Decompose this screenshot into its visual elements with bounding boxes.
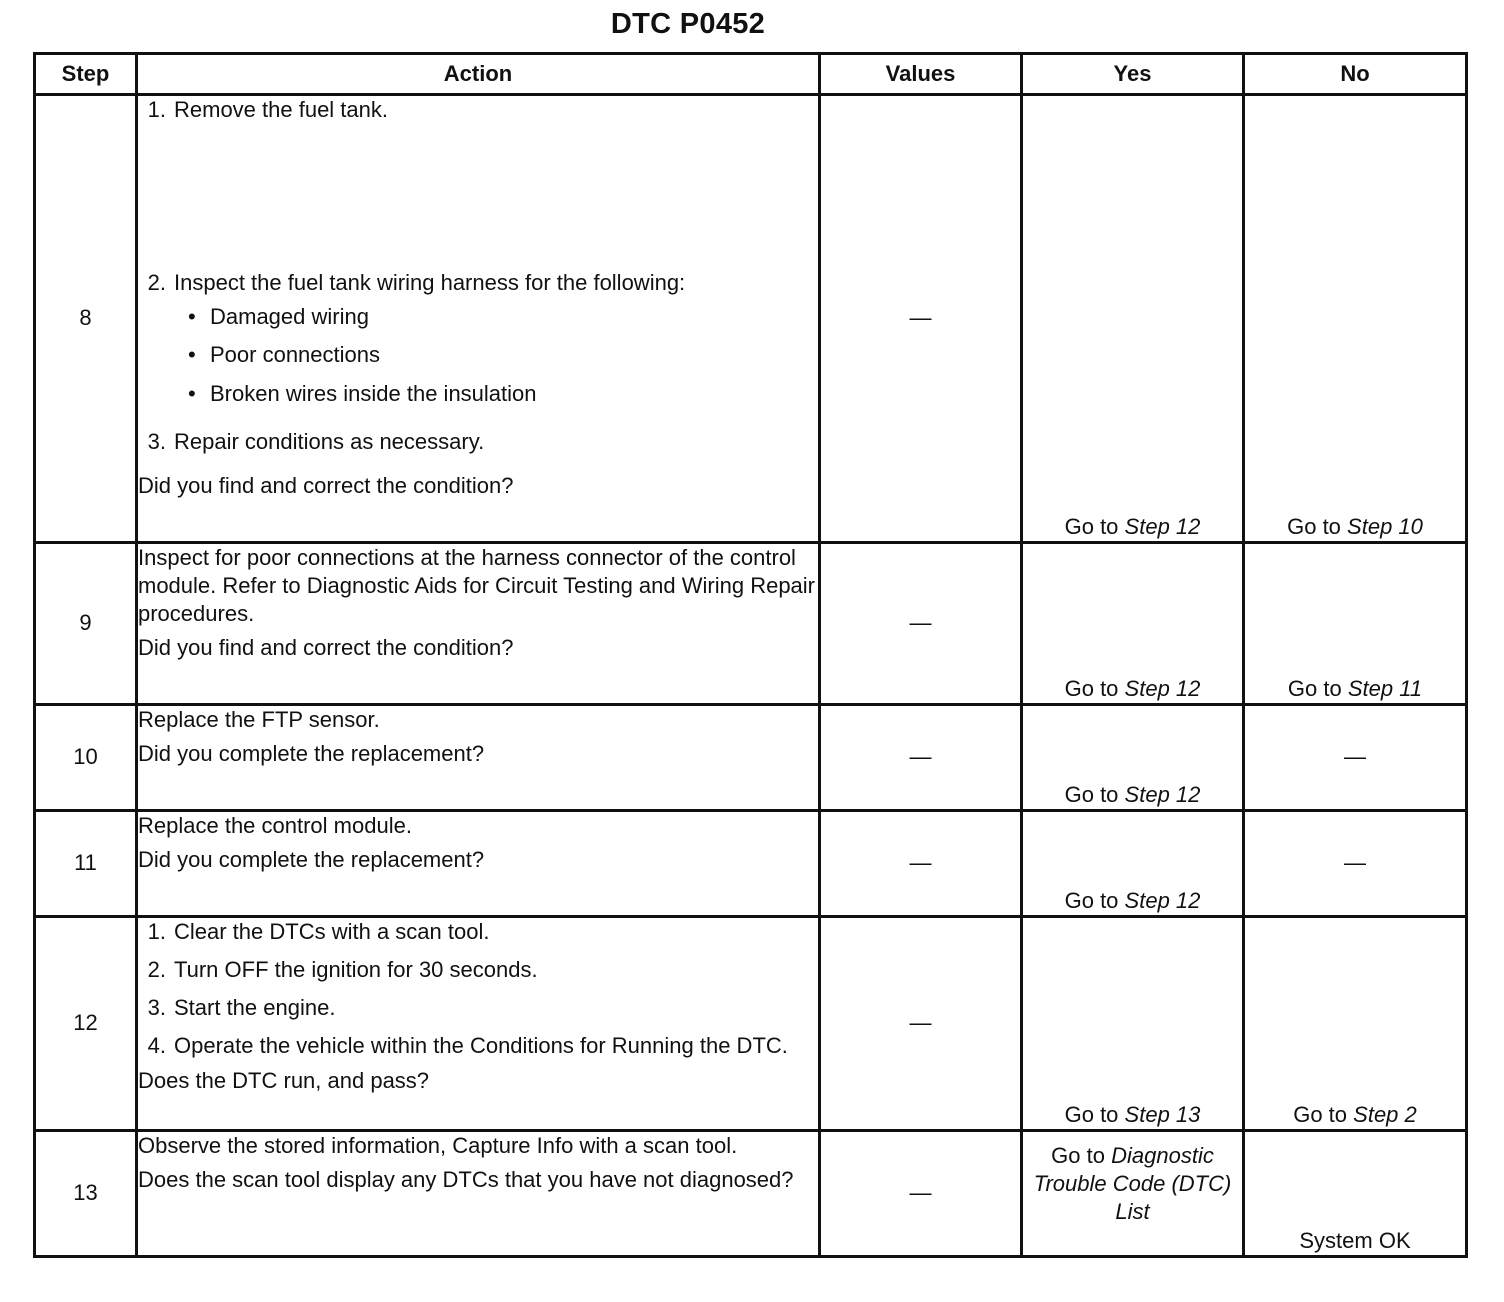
dash: — xyxy=(909,850,932,876)
dash: — xyxy=(909,744,932,770)
no-cell xyxy=(1244,705,1467,811)
table-row xyxy=(35,705,1467,811)
goto-text: Go to xyxy=(1064,675,1119,701)
table-row xyxy=(35,811,1467,917)
table-row xyxy=(35,95,1467,543)
header-step: Step xyxy=(35,54,137,95)
values-cell xyxy=(820,705,1022,811)
item-number: 2. xyxy=(147,957,166,983)
item-text: Remove the fuel tank. xyxy=(174,97,389,122)
no-cell xyxy=(1244,95,1467,543)
no-cell xyxy=(1244,543,1467,705)
action-cell xyxy=(137,705,820,811)
step-link[interactable]: Step 11 xyxy=(1347,675,1423,701)
step-link[interactable]: Step 13 xyxy=(1124,1101,1201,1127)
header-yes: Yes xyxy=(1022,54,1244,95)
values-cell xyxy=(820,917,1022,1131)
question-text: Did you complete the replacement? xyxy=(138,847,485,873)
question-text: Does the DTC run, and pass? xyxy=(138,1067,430,1093)
step-link[interactable]: Step 12 xyxy=(1124,887,1201,913)
header-values: Values xyxy=(820,54,1022,95)
no-cell xyxy=(1244,1131,1467,1257)
dash: — xyxy=(909,305,932,331)
list-item xyxy=(138,96,818,124)
header-action: Action xyxy=(137,54,820,95)
header-row xyxy=(35,54,1467,95)
dash: — xyxy=(909,610,932,636)
action-cell xyxy=(137,543,820,705)
no-cell xyxy=(1244,917,1467,1131)
goto-text: Go to xyxy=(1064,781,1119,807)
bullet-list xyxy=(174,303,818,407)
yes-cell xyxy=(1022,917,1244,1131)
table-row xyxy=(35,1131,1467,1257)
item-text: Operate the vehicle within the Conditions for Running the DTC. xyxy=(174,1033,788,1059)
bullet-item: • Poor connections xyxy=(188,341,818,369)
item-number: 3. xyxy=(147,995,166,1021)
goto-text: Go to xyxy=(1293,1101,1348,1127)
item-text: Clear the DTCs with a scan tool. xyxy=(174,919,490,944)
bullet-item: • Broken wires inside the insulation xyxy=(188,380,818,408)
action-cell xyxy=(137,811,820,917)
action-steps xyxy=(138,918,818,1061)
action-text: Replace the FTP sensor. xyxy=(138,707,380,732)
action-cell xyxy=(137,95,820,543)
item-text xyxy=(174,269,818,418)
table-row xyxy=(35,543,1467,705)
system-ok-text: System OK xyxy=(1299,1227,1411,1253)
step-number: 10 xyxy=(35,705,137,811)
dash: — xyxy=(1344,850,1366,876)
step-number: 9 xyxy=(35,543,137,705)
header-no: No xyxy=(1244,54,1467,95)
item-number: 3. xyxy=(147,428,166,454)
question-text: Did you complete the replacement? xyxy=(138,741,485,767)
dtc-list-link[interactable]: Diagnostic Trouble Code (DTC) List xyxy=(1033,1143,1232,1225)
diagnostic-table xyxy=(33,52,1468,1258)
action-text: Replace the control module. xyxy=(138,813,412,838)
item-text: Start the engine. xyxy=(174,995,336,1021)
values-cell xyxy=(820,95,1022,543)
list-item xyxy=(138,428,818,456)
question-text: Does the scan tool display any DTCs that you have not diagnosed? xyxy=(138,1167,794,1193)
list-item xyxy=(138,918,818,946)
item-number: 2. xyxy=(147,270,166,296)
goto-text: Go to xyxy=(1051,1143,1105,1168)
goto-text: Go to xyxy=(1064,887,1119,913)
values-cell xyxy=(820,811,1022,917)
dash: — xyxy=(909,1180,932,1206)
bullet-item: • Damaged wiring xyxy=(188,303,818,331)
dash: — xyxy=(909,1010,932,1036)
yes-cell xyxy=(1022,543,1244,705)
dash: — xyxy=(1344,744,1366,770)
item-text: Repair conditions as necessary. xyxy=(174,428,485,454)
goto-text: Go to xyxy=(1287,513,1341,539)
values-cell xyxy=(820,1131,1022,1257)
no-cell xyxy=(1244,811,1467,917)
step-link[interactable]: Step 12 xyxy=(1124,781,1201,807)
list-item xyxy=(138,269,818,418)
step-link[interactable]: Step 10 xyxy=(1347,513,1423,539)
item-text-main: Inspect the fuel tank wiring harness for the following: xyxy=(174,270,686,296)
action-text: Observe the stored information, Capture Info with a scan tool. xyxy=(138,1133,738,1158)
list-item xyxy=(138,956,818,984)
item-text: Turn OFF the ignition for 30 seconds. xyxy=(174,957,538,983)
yes-cell xyxy=(1022,95,1244,543)
item-number: 1. xyxy=(147,919,166,944)
yes-cell xyxy=(1022,811,1244,917)
question-text: Did you find and correct the condition? xyxy=(138,635,514,661)
yes-cell xyxy=(1022,705,1244,811)
values-cell xyxy=(820,543,1022,705)
step-number: 8 xyxy=(35,95,137,543)
item-number: 4. xyxy=(147,1033,166,1059)
action-text: Inspect for poor connections at the harness connector of the control module. Refer to Diagnostic Aids for Circuit Testing and Wiring Repair procedures. xyxy=(138,545,816,627)
item-number: 1. xyxy=(147,97,166,122)
yes-cell xyxy=(1022,1131,1244,1257)
step-number: 12 xyxy=(35,917,137,1131)
spacer xyxy=(138,134,818,269)
page-title: DTC P0452 xyxy=(610,8,766,40)
goto-text: Go to xyxy=(1064,1101,1119,1127)
action-cell xyxy=(137,1131,820,1257)
step-link[interactable]: Step 12 xyxy=(1124,513,1201,539)
question-text: Did you find and correct the condition? xyxy=(138,472,514,498)
step-link[interactable]: Step 12 xyxy=(1124,675,1201,701)
step-number: 11 xyxy=(35,811,137,917)
action-cell xyxy=(137,917,820,1131)
action-steps xyxy=(138,96,818,466)
goto-text: Go to xyxy=(1064,513,1119,539)
list-item xyxy=(138,1032,818,1060)
list-item xyxy=(138,994,818,1022)
step-number: 13 xyxy=(35,1131,137,1257)
step-link[interactable]: Step 2 xyxy=(1353,1101,1417,1127)
table-row xyxy=(35,917,1467,1131)
goto-text: Go to xyxy=(1287,675,1342,701)
